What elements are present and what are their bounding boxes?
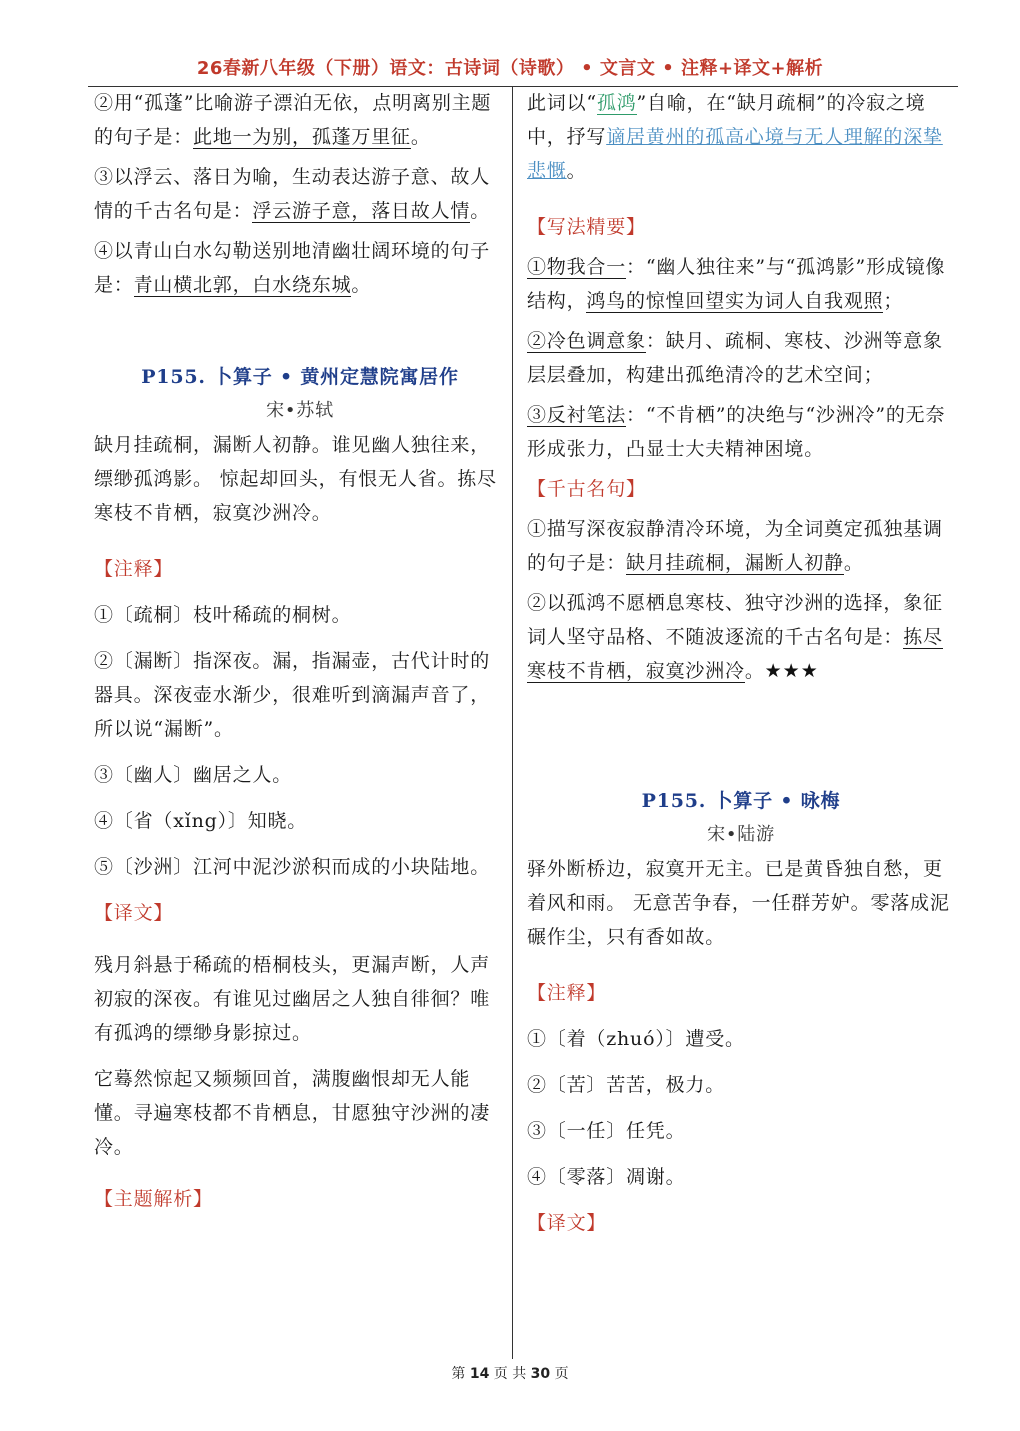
theme-analysis: 此词以“孤鸿”自喻，在“缺月疏桐”的冷寂之境中，抒写谪居黄州的孤高心境与无人理解的深挚悲慨。 xyxy=(527,92,943,182)
theme-label: 【主题解析】 xyxy=(94,1188,213,1210)
famous-line-item: ①描写深夜寂静清冷环境，为全词奠定孤独基调的句子是：缺月挂疏桐，漏断人初静。 xyxy=(527,518,943,574)
note-item: ②〔漏断〕指深夜。漏，指漏壶，古代计时的器具。深夜壶水渐少，很难听到滴漏声音了，所以说“漏断”。 xyxy=(94,650,491,740)
writing-label: 【写法精要】 xyxy=(527,216,646,238)
note-item: ①〔着（zhuó）〕遭受。 xyxy=(527,1028,745,1050)
translation-paragraph: 残月斜悬于稀疏的梧桐枝头，更漏声断，人声初寂的深夜。有谁见过幽居之人独自徘徊？唯有孤鸿的缥缈身影掠过。 xyxy=(94,954,491,1044)
poem2-text: 驿外断桥边，寂寞开无主。已是黄昏独自愁，更着风和雨。 无意苦争春，一任群芳妒。零落成泥碾作尘，只有香如故。 xyxy=(527,858,950,948)
poem2-title: P155. 卜算子 • 咏梅 xyxy=(641,790,841,812)
poem-author: 宋•苏轼 xyxy=(266,400,334,421)
star-rating: ★★★ xyxy=(764,660,819,682)
writing-item: ③反衬笔法：“不肯栖”的决绝与“沙洲冷”的无奈形成张力，凸显士大夫精神困境。 xyxy=(527,404,946,460)
poem2-author: 宋•陆游 xyxy=(707,824,775,845)
page-footer: 第 14 页 共 30 页 xyxy=(451,1366,569,1382)
famous-line-item: ②以孤鸿不愿栖息寒枝、独守沙洲的选择，象征词人坚守品格、不随波逐流的千古名句是：拣尽寒枝不肯栖，寂寞沙洲冷。★★★ xyxy=(527,592,943,682)
note-item: ④〔省（xǐng）〕知晓。 xyxy=(94,810,308,832)
column-divider xyxy=(512,87,513,1359)
left-column xyxy=(94,86,506,1216)
note-item: ①〔疏桐〕枝叶稀疏的桐树。 xyxy=(94,604,352,626)
famous-lines-label: 【千古名句】 xyxy=(527,478,646,500)
note-item: ③〔一任〕任凭。 xyxy=(527,1120,686,1142)
prev-item-3: ③以浮云、落日为喻，生动表达游子意、故人情的千古名句是：浮云游子意，落日故人情。 xyxy=(94,166,491,222)
note-item: ⑤〔沙洲〕江河中泥沙淤积而成的小块陆地。 xyxy=(94,856,491,878)
prev-item-4: ④以青山白水勾勒送别地清幽壮阔环境的句子是：青山横北郭，白水绕东城。 xyxy=(94,240,491,296)
prev-item-2: ②用“孤蓬”比喻游子漂泊无依，点明离别主题的句子是：此地一为别，孤蓬万里征。 xyxy=(94,92,492,148)
poem-text: 缺月挂疏桐，漏断人初静。谁见幽人独往来，缥缈孤鸿影。 惊起却回头，有恨无人省。拣尽寒枝不肯栖，寂寞沙洲冷。 xyxy=(94,434,497,524)
note-item: ④〔零落〕凋谢。 xyxy=(527,1166,686,1188)
translation-paragraph: 它蓦然惊起又频频回首，满腹幽恨却无人能懂。寻遍寒枝都不肯栖息，甘愿独守沙洲的凄冷。 xyxy=(94,1068,491,1158)
poem2-translation-label: 【译文】 xyxy=(527,1212,607,1234)
writing-item: ②冷色调意象：缺月、疏桐、寒枝、沙洲等意象层层叠加，构建出孤绝清冷的艺术空间； xyxy=(527,330,943,386)
notes-label: 【注释】 xyxy=(94,558,174,580)
total-pages: 30 xyxy=(530,1366,551,1382)
writing-item: ①物我合一：“幽人独往来”与“孤鸿影”形成镜像结构，鸿鸟的惊惶回望实为词人自我观照； xyxy=(527,256,946,312)
poem2-notes-label: 【注释】 xyxy=(527,982,607,1004)
right-column-poem2 xyxy=(527,784,955,1240)
note-item: ②〔苦〕苦苦，极力。 xyxy=(527,1074,726,1096)
translation-label: 【译文】 xyxy=(94,902,174,924)
page-number: 14 xyxy=(469,1366,490,1382)
right-column xyxy=(527,86,955,688)
poem-title: P155. 卜算子 • 黄州定慧院寓居作 xyxy=(141,366,459,388)
note-item: ③〔幽人〕幽居之人。 xyxy=(94,764,293,786)
page-header: 26春新八年级（下册）语文：古诗词（诗歌） • 文言文 • 注释+译文+解析 xyxy=(196,58,824,79)
